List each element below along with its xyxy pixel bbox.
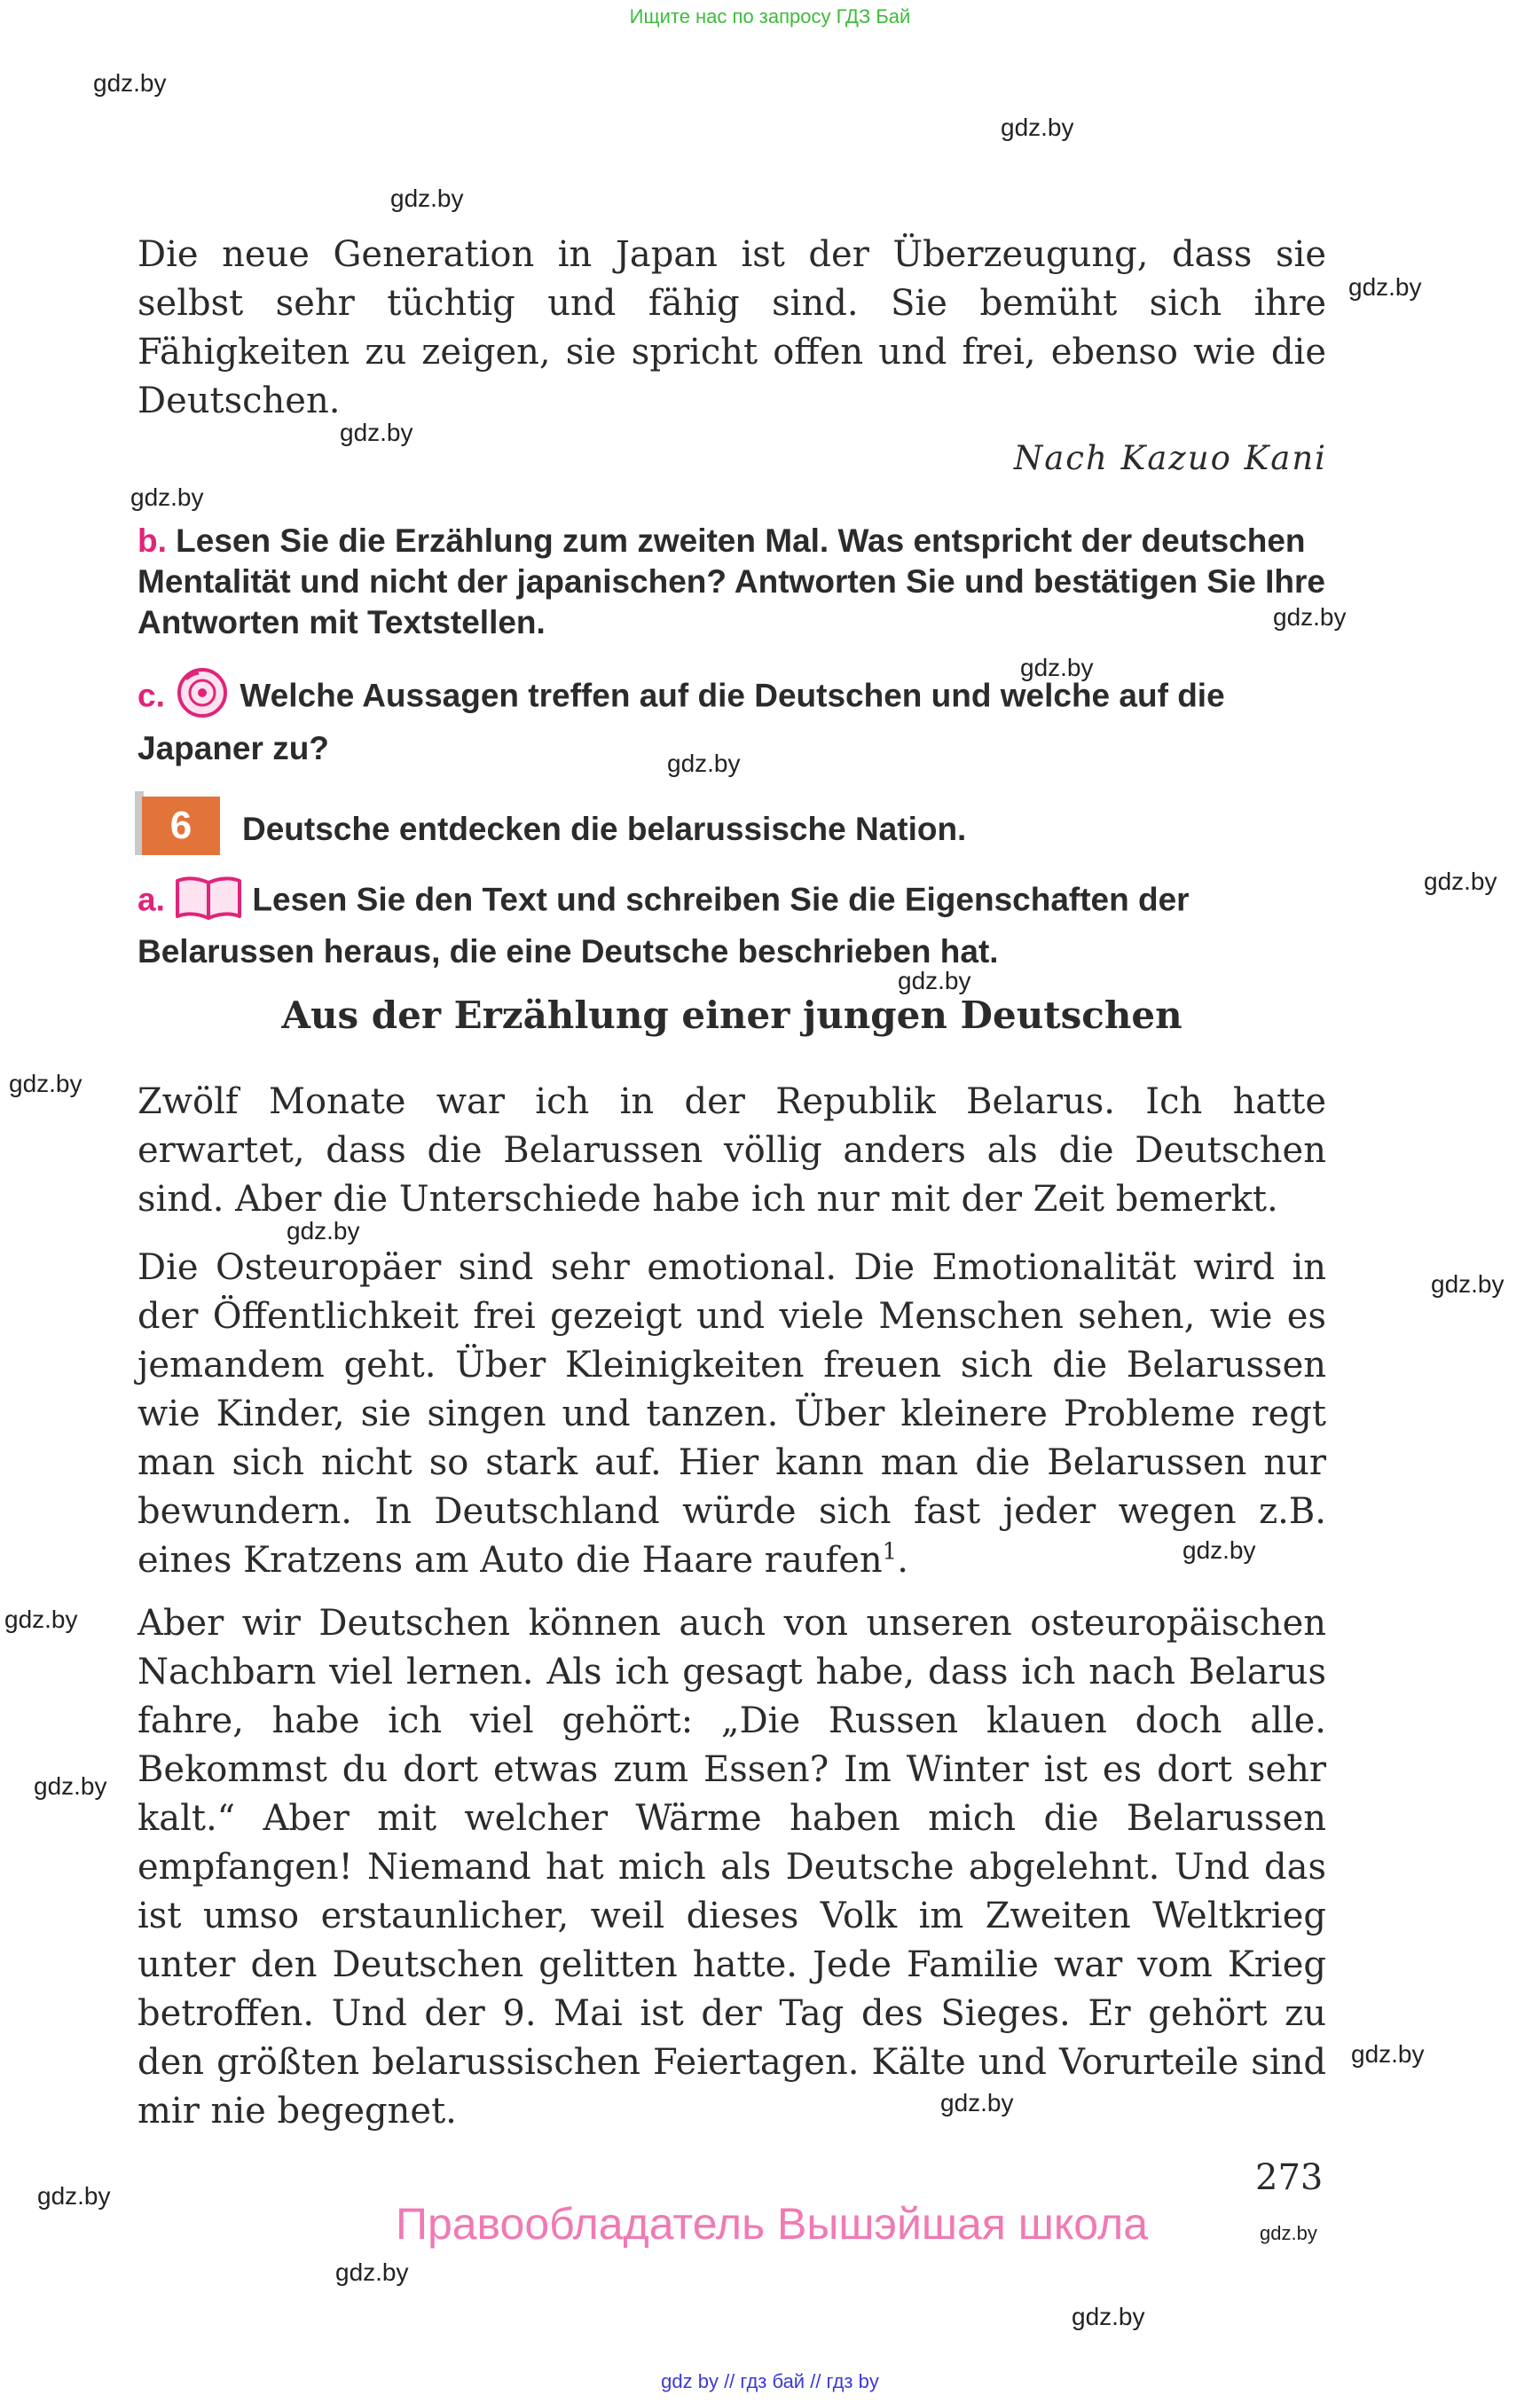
paragraph-2 bbox=[138, 1244, 1326, 1585]
watermark: gdz.by bbox=[287, 1217, 360, 1245]
watermark: gdz.by bbox=[34, 1772, 107, 1800]
exercise-number-badge: 6 bbox=[142, 797, 220, 855]
watermark: gdz.by bbox=[340, 419, 413, 446]
watermark: gdz.by bbox=[898, 967, 971, 994]
task-letter: b. bbox=[138, 522, 167, 559]
author-attribution: Nach Kazuo Kani bbox=[1013, 439, 1327, 477]
watermark: gdz.by bbox=[1072, 2303, 1145, 2330]
task-text: Lesen Sie die Erzählung zum zweiten Mal. Was entspricht der deutschen Mentalität und nicht der japanischen? Antworten Sie und bestätigen Sie Ihre Antworten mit Textstellen. bbox=[138, 522, 1326, 640]
watermark: gdz.by bbox=[1020, 654, 1094, 681]
watermark: gdz.by bbox=[1351, 2040, 1425, 2068]
task-c bbox=[138, 667, 1326, 769]
watermark: gdz.by bbox=[940, 2089, 1014, 2116]
story-title: Aus der Erzählung einer jungen Deutschen bbox=[281, 993, 1182, 1037]
exercise-title: Deutsche entdecken die belarussische Nation. bbox=[242, 811, 967, 847]
watermark: gdz.by bbox=[335, 2258, 409, 2286]
task-a bbox=[138, 872, 1326, 972]
watermark: gdz.by bbox=[1431, 1270, 1505, 1298]
watermark: gdz.by bbox=[1273, 603, 1347, 631]
watermark: gdz.by bbox=[1001, 114, 1074, 141]
paragraph-2-end: . bbox=[897, 1540, 908, 1581]
watermark: gdz.by bbox=[9, 1070, 82, 1097]
paragraph-3: Aber wir Deutschen können auch von unseren osteuropäischen Nachbarn viel lernen. Als ich gesagt habe, dass ich nach Belarus fahre, habe ich viel gehört: „Die Russen klauen doch alle. Bekommst du dort etwas zum Essen? Im Winter ist es dort sehr kalt.“ Aber mit welcher Wärme haben mich die Belarussen empfangen! Niemand hat mich als Deutsche abgelehnt. Und das ist umso erstaunlicher, weil dieses Volk im Zweiten Weltkrieg unter den Deutschen gelitten hatte. Jede Familie war vom Krieg betroffen. Und der 9. Mai ist der Tag des Sieges. Er gehört zu den größten belarussischen Feiertagen. Kälte und Vorurteile sind mir nie begegnet. bbox=[138, 1603, 1326, 2132]
paragraph-1: Zwölf Monate war ich in der Republik Belarus. Ich hatte erwartet, dass die Belarussen völlig anders als die Deutschen sind. Aber die Unterschiede habe ich nur mit der Zeit bemerkt. bbox=[138, 1081, 1326, 1220]
watermark: gdz.by bbox=[37, 2182, 111, 2210]
footer-links[interactable]: gdz by // гдз бай // гдз by bbox=[661, 2370, 879, 2392]
intro-paragraph: Die neue Generation in Japan ist der Überzeugung, dass sie selbst sehr tüchtig und fähig sind. Sie bemüht sich ihre Fähigkeiten zu zeigen, sie spricht offen und frei, ebenso wie die Deutschen. bbox=[138, 234, 1326, 421]
watermark: gdz.by bbox=[1424, 868, 1497, 895]
watermark: gdz.by bbox=[1260, 2222, 1317, 2244]
open-book-icon bbox=[174, 872, 243, 931]
task-letter: a. bbox=[138, 881, 165, 918]
page-number: 273 bbox=[1255, 2157, 1324, 2198]
task-letter: c. bbox=[138, 677, 165, 714]
cd-audio-icon bbox=[174, 667, 231, 728]
watermark: gdz.by bbox=[1348, 273, 1422, 301]
watermark: gdz.by bbox=[667, 750, 741, 777]
top-banner: Ищите нас по запросу ГДЗ Бай bbox=[629, 5, 911, 27]
watermark: gdz.by bbox=[1182, 1536, 1256, 1564]
watermark: gdz.by bbox=[130, 483, 204, 511]
paragraph-2-text: Die Osteuropäer sind sehr emotional. Die Emotionalität wird in der Öffentlichkeit frei gezeigt und viele Menschen sehen, wie es jemandem geht. Über Kleinigkeiten freuen sich die Belarussen wie Kinder, sie singen und tanzen. Über kleinere Probleme regt man sich nicht so stark auf. Hier kann man die Belarussen nur bewundern. In Deutschland würde sich fast jeder wegen z.B. eines Kratzens am Auto die Haare raufen bbox=[138, 1247, 1326, 1581]
task-text: Welche Aussagen treffen auf die Deutschen und welche auf die Japaner zu? bbox=[138, 677, 1225, 766]
watermark: gdz.by bbox=[4, 1606, 78, 1633]
footnote-marker: 1 bbox=[882, 1538, 898, 1566]
task-text: Lesen Sie den Text und schreiben Sie die Eigenschaften der Belarussen heraus, die eine Deutsche beschrieben hat. bbox=[138, 881, 1190, 970]
task-b bbox=[138, 521, 1326, 643]
rights-holder: Правообладатель Вышэйшая школа bbox=[396, 2199, 1148, 2249]
watermark: gdz.by bbox=[93, 69, 167, 97]
watermark: gdz.by bbox=[390, 185, 464, 212]
